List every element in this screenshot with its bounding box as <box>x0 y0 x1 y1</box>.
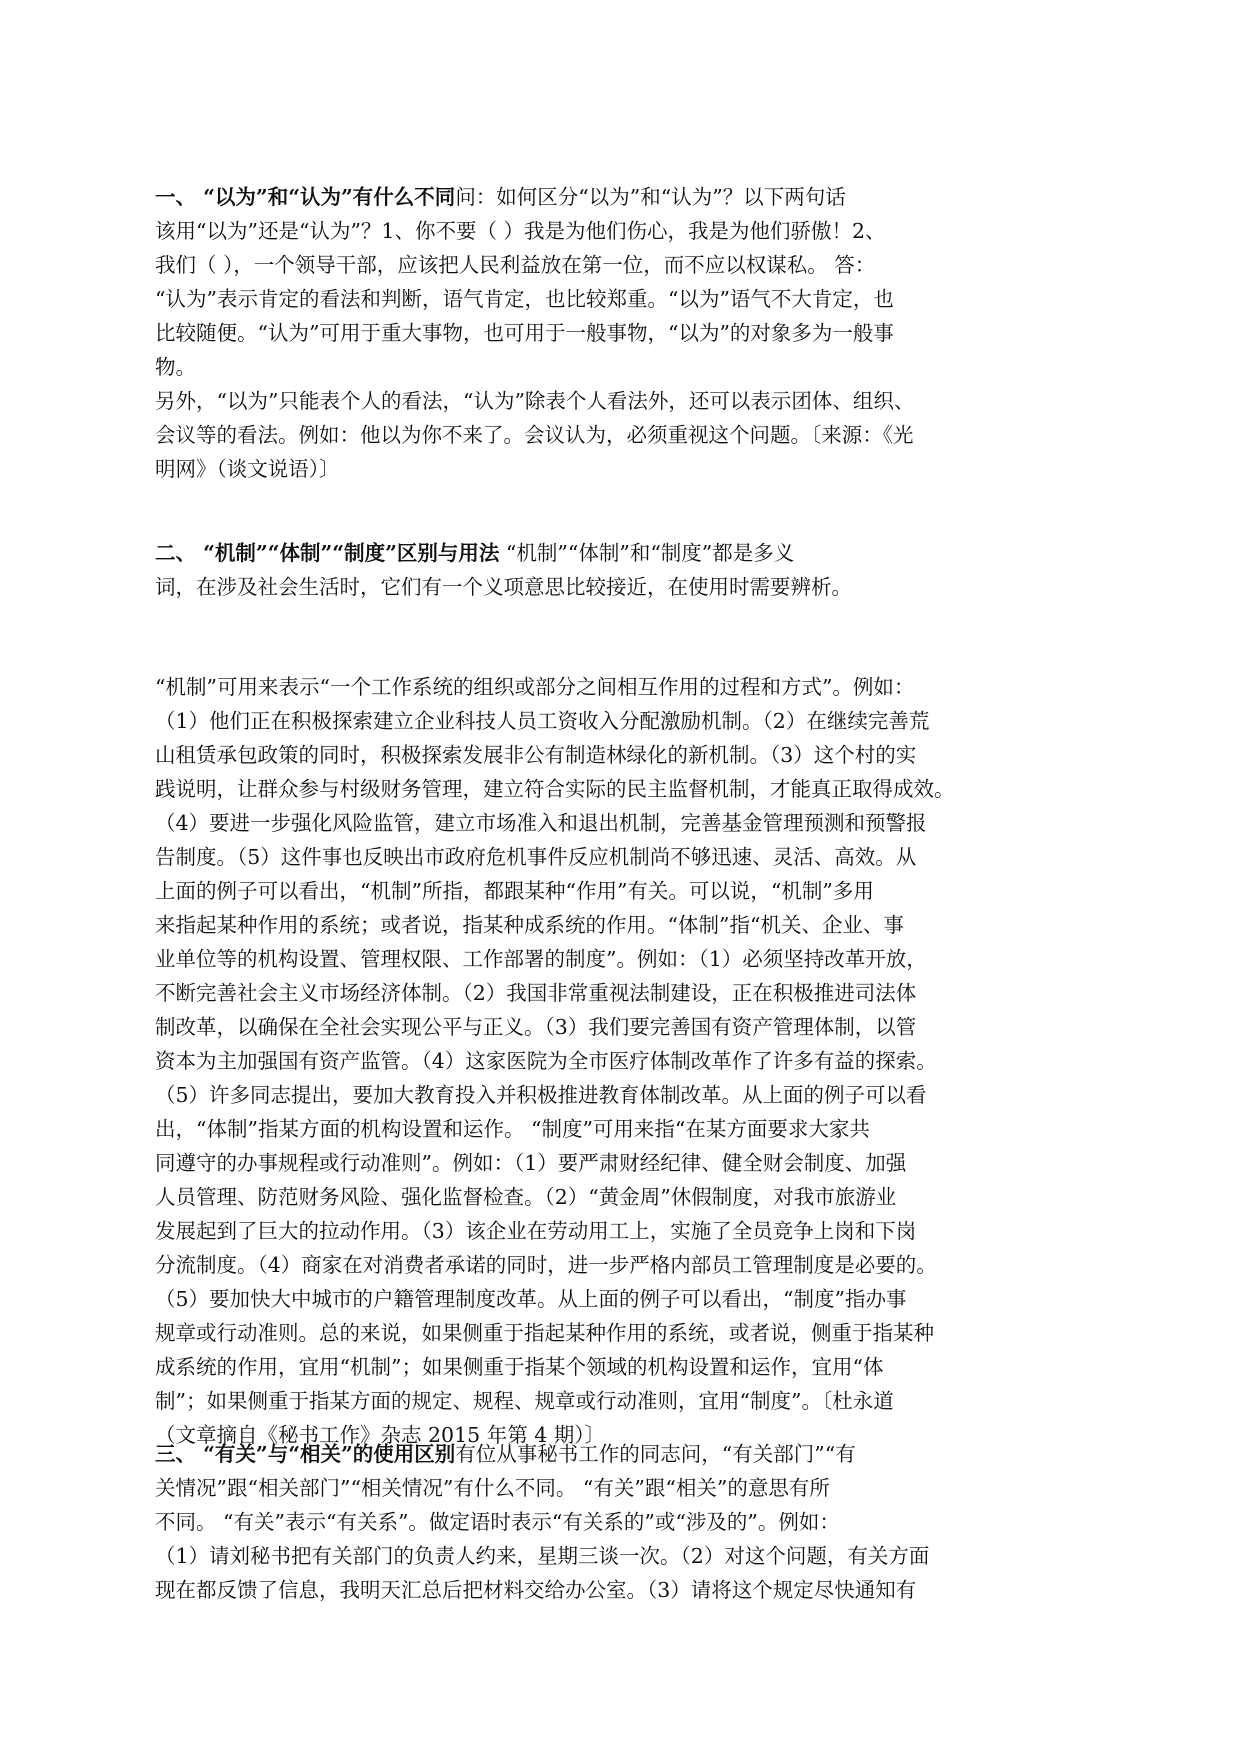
paragraph-line: 成系统的作用，宜用“机制”；如果侧重于指某个领域的机构设置和运作，宜用“体 <box>155 1355 884 1379</box>
paragraph-line: 不断完善社会主义市场经济体制。（2）我国非常重视法制建设，正在积极推进司法体 <box>155 981 917 1005</box>
paragraph-line: 人员管理、防范财务风险、强化监督检查。（2）“黄金周”休假制度，对我市旅游业 <box>155 1185 897 1209</box>
paragraph-line: （文章摘自《秘书工作》杂志 2015 年第 4 期）〕 <box>155 1423 606 1447</box>
paragraph-line: 告制度。（5）这件事也反映出市政府危机事件反应机制尚不够迅速、灵活、高效。从 <box>155 845 917 869</box>
paragraph-line: 上面的例子可以看出，“机制”所指，都跟某种“作用”有关。可以说，“机制”多用 <box>155 879 874 903</box>
section-1-line-8: 会议等的看法。例如：他以为你不来了。会议认为，必须重视这个问题。〔来源：《光 <box>155 423 914 447</box>
section-1 <box>155 180 1091 486</box>
paragraph-line: “机制”可用来表示“一个工作系统的组织或部分之间相互作用的过程和方式”。例如： <box>155 675 915 699</box>
section-3-line-1 <box>155 1437 1091 1471</box>
section-1-line-2: 该用“以为”还是“认为”？1、你不要（ ）我是为他们伤心，我是为他们骄傲！2、 <box>155 219 886 243</box>
section-2-heading: 二、 “机制”“体制”“制度”区别与用法 <box>155 541 500 565</box>
paragraph-line: （1）他们正在积极探索建立企业科技人员工资收入分配激励机制。（2）在继续完善荒 <box>155 709 930 733</box>
section-2-text: “机制”“体制”和“制度”都是多义 <box>499 541 795 565</box>
paragraph-line: 资本为主加强国有资产监管。（4）这家医院为全市医疗体制改革作了许多有益的探索。 <box>155 1049 937 1073</box>
section-2-body <box>155 670 1091 1452</box>
section-1-line-5: 比较随便。“认为”可用于重大事物，也可用于一般事物，“以为”的对象多为一般事 <box>155 321 894 345</box>
section-2-line-2: 词，在涉及社会生活时，它们有一个义项意思比较接近，在使用时需要辨析。 <box>155 575 852 599</box>
paragraph-line: 出，“体制”指某方面的机构设置和运作。 “制度”可用来指“在某方面要求大家共 <box>155 1117 870 1141</box>
section-1-line-4: “认为”表示肯定的看法和判断，语气肯定，也比较郑重。“以为”语气不大肯定，也 <box>155 287 894 311</box>
section-3-heading: 三、 “有关”与“相关”的使用区别 <box>155 1442 456 1466</box>
paragraph-line: （5）要加快大中城市的户籍管理制度改革。从上面的例子可以看出，“制度”指办事 <box>155 1287 907 1311</box>
section-2 <box>155 536 1091 604</box>
paragraph-line: 制”；如果侧重于指某方面的规定、规程、规章或行动准则，宜用“制度”。〔杜永道 <box>155 1389 894 1413</box>
paragraph-line: 山租赁承包政策的同时，积极探索发展非公有制造林绿化的新机制。（3）这个村的实 <box>155 743 917 767</box>
section-3-line-5: 现在都反馈了信息，我明天汇总后把材料交给办公室。（3）请将这个规定尽快通知有 <box>155 1578 917 1602</box>
section-2-line-1 <box>155 536 1091 570</box>
paragraph-line: （4）要进一步强化风险监管，建立市场准入和退出机制，完善基金管理预测和预警报 <box>155 811 927 835</box>
paragraph-line: 分流制度。（4）商家在对消费者承诺的同时，进一步严格内部员工管理制度是必要的。 <box>155 1253 937 1277</box>
section-3-line-3: 不同。 “有关”表示“有关系”。做定语时表示“有关系的”或“涉及的”。例如： <box>155 1510 840 1534</box>
paragraph-line: 践说明，让群众参与村级财务管理，建立符合实际的民主监督机制，才能真正取得成效。 <box>155 777 955 801</box>
paragraph-line: 同遵守的办事规程或行动准则”。例如：（1）要严肃财经纪律、健全财会制度、加强 <box>155 1151 907 1175</box>
section-3-line-2: 关情况”跟“相关部门”“相关情况”有什么不同。 “有关”跟“相关”的意思有所 <box>155 1476 830 1500</box>
paragraph-line: 发展起到了巨大的拉动作用。（3）该企业在劳动用工上，实施了全员竞争上岗和下岗 <box>155 1219 917 1243</box>
section-3 <box>155 1437 1091 1607</box>
section-3-text: 有位从事秘书工作的同志问，“有关部门”“有 <box>455 1442 856 1466</box>
section-3-line-4: （1）请刘秘书把有关部门的负责人约来，星期三谈一次。（2）对这个问题，有关方面 <box>155 1544 930 1568</box>
section-1-line-3: 我们（ ），一个领导干部，应该把人民利益放在第一位，而不应以权谋私。 答： <box>155 253 876 277</box>
paragraph-line: 业单位等的机构设置、管理权限、工作部署的制度”。例如：（1）必须坚持改革开放， <box>155 947 927 971</box>
section-1-line-1 <box>155 180 1091 214</box>
paragraph-line: 制改革，以确保在全社会实现公平与正义。（3）我们要完善国有资产管理体制，以管 <box>155 1015 917 1039</box>
section-1-text: 问：如何区分“以为”和“认为”？以下两句话 <box>455 185 846 209</box>
section-1-line-9: 明网》（谈文说语）〕 <box>155 457 340 481</box>
paragraph-line: 来指起某种作用的系统；或者说，指某种成系统的作用。“体制”指“机关、企业、事 <box>155 913 904 937</box>
paragraph-line: （5）许多同志提出，要加大教育投入并积极推进教育体制改革。从上面的例子可以看 <box>155 1083 927 1107</box>
paragraph-line: 规章或行动准则。总的来说，如果侧重于指起某种作用的系统，或者说，侧重于指某种 <box>155 1321 934 1345</box>
section-1-heading: 一、 “以为”和“认为”有什么不同 <box>155 185 456 209</box>
section-1-line-6: 物。 <box>155 355 196 379</box>
section-1-line-7: 另外，“以为”只能表个人的看法，“认为”除表个人看法外，还可以表示团体、组织、 <box>155 389 915 413</box>
